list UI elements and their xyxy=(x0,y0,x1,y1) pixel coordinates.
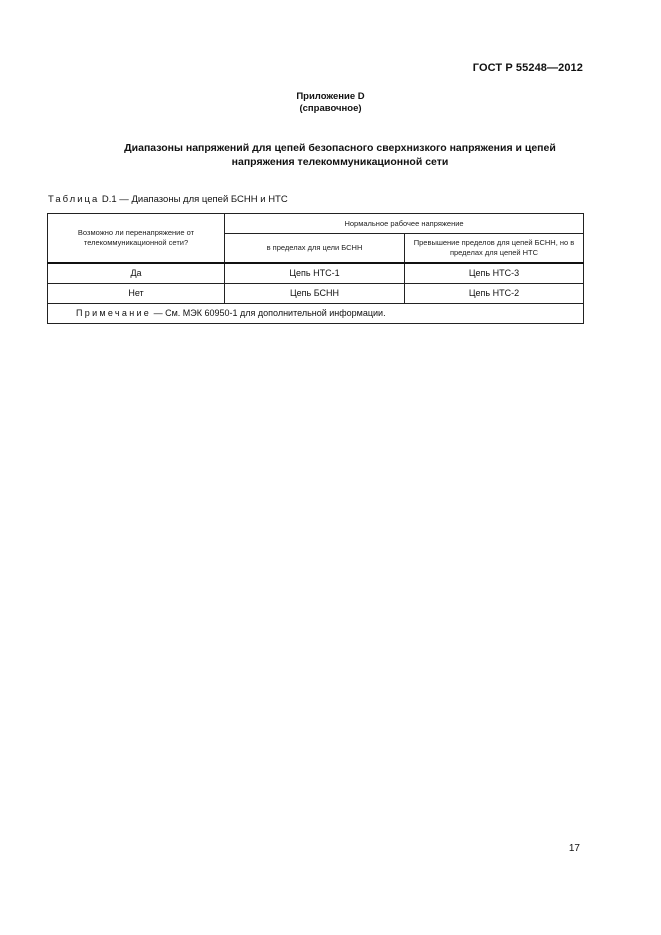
table-caption xyxy=(48,194,288,205)
header-overvoltage-question: Возможно ли перенапряжение от телекоммуникационной сети? xyxy=(48,214,225,263)
table-caption-text: D.1 — Диапазоны для цепей БСНН и НТС xyxy=(99,194,288,205)
table-row xyxy=(48,263,584,284)
note-text: — См. МЭК 60950-1 для дополнительной информации. xyxy=(151,308,386,318)
appendix-subtitle: (справочное) xyxy=(299,103,362,114)
header-normal-voltage: Нормальное рабочее напряжение xyxy=(225,214,584,234)
note-label: Примечание xyxy=(76,308,152,318)
page-number: 17 xyxy=(568,843,580,854)
section-title-line-1: Диапазоны напряжений для цепей безопасного сверхнизкого напряжения и цепей xyxy=(124,142,556,154)
appendix-title: Приложение D xyxy=(296,91,365,102)
section-title-line-2: напряжения телекоммуникационной сети xyxy=(231,155,449,168)
header-exceed-selv: Превышение пределов для цепей БСНН, но в пределах для цепей НТС xyxy=(405,234,584,263)
voltage-ranges-table xyxy=(47,213,584,324)
section-title xyxy=(60,142,620,169)
row-within: Цепь БСНН xyxy=(225,283,405,303)
row-exceed: Цепь НТС-2 xyxy=(405,283,584,303)
table-row xyxy=(48,283,584,303)
table-caption-label: Таблица xyxy=(48,194,100,205)
row-answer: Нет xyxy=(48,283,225,303)
table-note-row xyxy=(48,303,584,323)
document-code: ГОСТ Р 55248—2012 xyxy=(472,62,583,74)
table-note xyxy=(48,303,584,323)
header-within-selv: в пределах для цели БСНН xyxy=(225,234,405,263)
row-exceed: Цепь НТС-3 xyxy=(405,263,584,284)
row-within: Цепь НТС-1 xyxy=(225,263,405,284)
row-answer: Да xyxy=(48,263,225,284)
appendix-heading xyxy=(0,91,661,115)
